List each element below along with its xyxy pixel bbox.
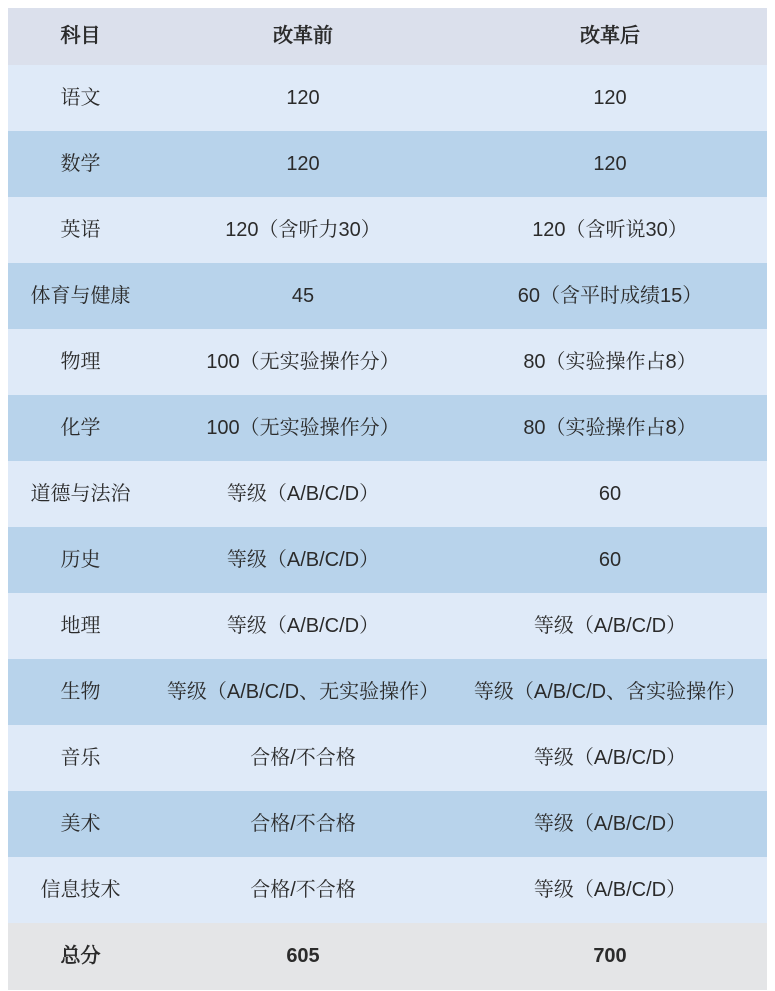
cell-subject: 数学 bbox=[60, 152, 101, 175]
header-cell-after-reform: 改革后 bbox=[580, 25, 640, 47]
table-row bbox=[8, 659, 767, 725]
footer-cell-subject: 总分 bbox=[60, 945, 101, 967]
table-row bbox=[8, 263, 767, 329]
cell-subject: 地理 bbox=[60, 614, 101, 637]
cell-after-reform: 120（含听说30） bbox=[532, 218, 688, 241]
cell-after-reform: 等级（A/B/C/D、含实验操作） bbox=[473, 680, 747, 703]
cell-subject: 体育与健康 bbox=[30, 284, 131, 307]
cell-after-reform: 60 bbox=[598, 482, 622, 505]
table-row bbox=[8, 131, 767, 197]
cell-subject: 音乐 bbox=[60, 746, 101, 769]
table-row bbox=[8, 65, 767, 131]
exam-reform-comparison-table bbox=[8, 8, 767, 990]
table-row bbox=[8, 329, 767, 395]
header-cell-subject: 科目 bbox=[60, 25, 101, 47]
footer-cell-before-reform: 605 bbox=[286, 945, 320, 967]
cell-subject: 历史 bbox=[60, 548, 101, 571]
cell-before-reform: 等级（A/B/C/D） bbox=[226, 614, 380, 637]
cell-subject: 信息技术 bbox=[40, 878, 121, 901]
cell-after-reform: 等级（A/B/C/D） bbox=[533, 746, 687, 769]
header-cell-before-reform: 改革前 bbox=[273, 25, 333, 47]
cell-before-reform: 等级（A/B/C/D） bbox=[226, 482, 380, 505]
table-row bbox=[8, 527, 767, 593]
cell-subject: 美术 bbox=[60, 812, 101, 835]
cell-subject: 道德与法治 bbox=[30, 482, 131, 505]
table-body bbox=[8, 65, 767, 923]
cell-after-reform: 等级（A/B/C/D） bbox=[533, 812, 687, 835]
footer-cell-after-reform: 700 bbox=[593, 945, 627, 967]
cell-before-reform: 100（无实验操作分） bbox=[206, 416, 400, 439]
cell-after-reform: 80（实验操作占8） bbox=[523, 416, 697, 439]
table-row bbox=[8, 197, 767, 263]
cell-before-reform: 合格/不合格 bbox=[250, 812, 356, 835]
cell-before-reform: 100（无实验操作分） bbox=[206, 350, 400, 373]
cell-before-reform: 合格/不合格 bbox=[250, 878, 356, 901]
cell-before-reform: 合格/不合格 bbox=[250, 746, 356, 769]
cell-after-reform: 80（实验操作占8） bbox=[523, 350, 697, 373]
cell-before-reform: 120（含听力30） bbox=[225, 218, 381, 241]
cell-after-reform: 等级（A/B/C/D） bbox=[533, 878, 687, 901]
table-footer-row bbox=[8, 923, 767, 990]
cell-subject: 化学 bbox=[60, 416, 101, 439]
cell-subject: 生物 bbox=[60, 680, 101, 703]
cell-after-reform: 120 bbox=[593, 86, 627, 109]
cell-before-reform: 等级（A/B/C/D） bbox=[226, 548, 380, 571]
table-row bbox=[8, 857, 767, 923]
cell-before-reform: 45 bbox=[291, 284, 315, 307]
table-row bbox=[8, 593, 767, 659]
cell-after-reform: 60 bbox=[598, 548, 622, 571]
table-row bbox=[8, 725, 767, 791]
table-row bbox=[8, 395, 767, 461]
cell-subject: 语文 bbox=[60, 86, 101, 109]
cell-after-reform: 60（含平时成绩15） bbox=[517, 284, 703, 307]
table-row bbox=[8, 461, 767, 527]
cell-before-reform: 120 bbox=[286, 152, 320, 175]
table-row bbox=[8, 791, 767, 857]
table-header-row bbox=[8, 8, 767, 65]
cell-subject: 英语 bbox=[60, 218, 101, 241]
cell-subject: 物理 bbox=[60, 350, 101, 373]
cell-after-reform: 120 bbox=[593, 152, 627, 175]
cell-before-reform: 120 bbox=[286, 86, 320, 109]
cell-before-reform: 等级（A/B/C/D、无实验操作） bbox=[166, 680, 440, 703]
cell-after-reform: 等级（A/B/C/D） bbox=[533, 614, 687, 637]
